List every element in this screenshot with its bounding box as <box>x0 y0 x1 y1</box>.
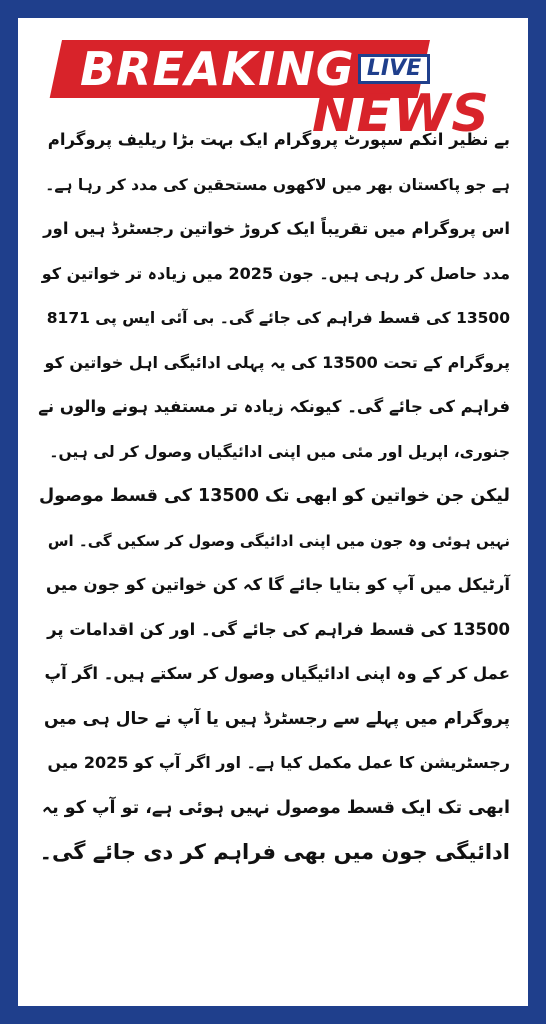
article-line: پروگرام میں پہلے سے رجسٹرڈ ہیں یا آپ نے حال ہی میں <box>43 708 510 729</box>
article-line: رجسٹریشن کا عمل مکمل کیا ہے۔ اور اگر آپ کو 2025 میں <box>47 753 510 772</box>
article-line: اس پروگرام میں تقریباً ایک کروڑ خواتین رجسٹرڈ ہیں اور <box>43 219 510 238</box>
live-label: LIVE <box>366 56 422 81</box>
breaking-label: BREAKING <box>80 42 355 96</box>
article-line: آرٹیکل میں آپ کو بتایا جائے گا کہ کن خواتین کو جون میں <box>45 575 510 594</box>
article-line: بے نظیر انکم سپورٹ پروگرام ایک بہت بڑا ریلیف پروگرام <box>47 130 510 149</box>
article-line: ہے جو پاکستان بھر میں لاکھوں مستحقین کی مدد کر رہا ہے۔ <box>45 175 510 194</box>
article-line: 13500 کی قسط فراہم کی جائے گی۔ بی آئی ایس پی 8171 <box>46 309 510 327</box>
article-line: لیکن جن خواتین کو ابھی تک 13500 کی قسط موصول <box>38 486 510 506</box>
news-label: NEWS <box>312 84 490 144</box>
article-line: ادائیگی جون میں بھی فراہم کر دی جائے گی۔ <box>39 840 510 864</box>
article-body <box>38 118 510 875</box>
article-line: نہیں ہوئی وہ جون میں اپنی ادائیگی وصول کر سکیں گی۔ اس <box>47 531 510 550</box>
article-line: 13500 کی قسط فراہم کی جائے گی۔ اور کن اقدامات پر <box>47 619 510 639</box>
article-line: جنوری، اپریل اور مئی میں اپنی ادائیگیاں وصول کر لی ہیں۔ <box>49 442 510 461</box>
article-line: مدد حاصل کر رہی ہیں۔ جون 2025 میں زیادہ تر خواتین کو <box>41 263 510 283</box>
article-line: ابھی تک ایک قسط موصول نہیں ہوئی ہے، تو آپ کو یہ <box>41 797 510 818</box>
article-line: فراہم کی جائے گی۔ کیونکہ زیادہ تر مستفید ہونے والوں نے <box>38 397 510 416</box>
article-line: پروگرام کے تحت 13500 کی یہ پہلی ادائیگی اہل خواتین کو <box>44 352 510 372</box>
article-line: عمل کر کے وہ اپنی ادائیگیاں وصول کر سکتے ہیں۔ اگر آپ <box>44 664 510 683</box>
article-card <box>18 18 528 1006</box>
